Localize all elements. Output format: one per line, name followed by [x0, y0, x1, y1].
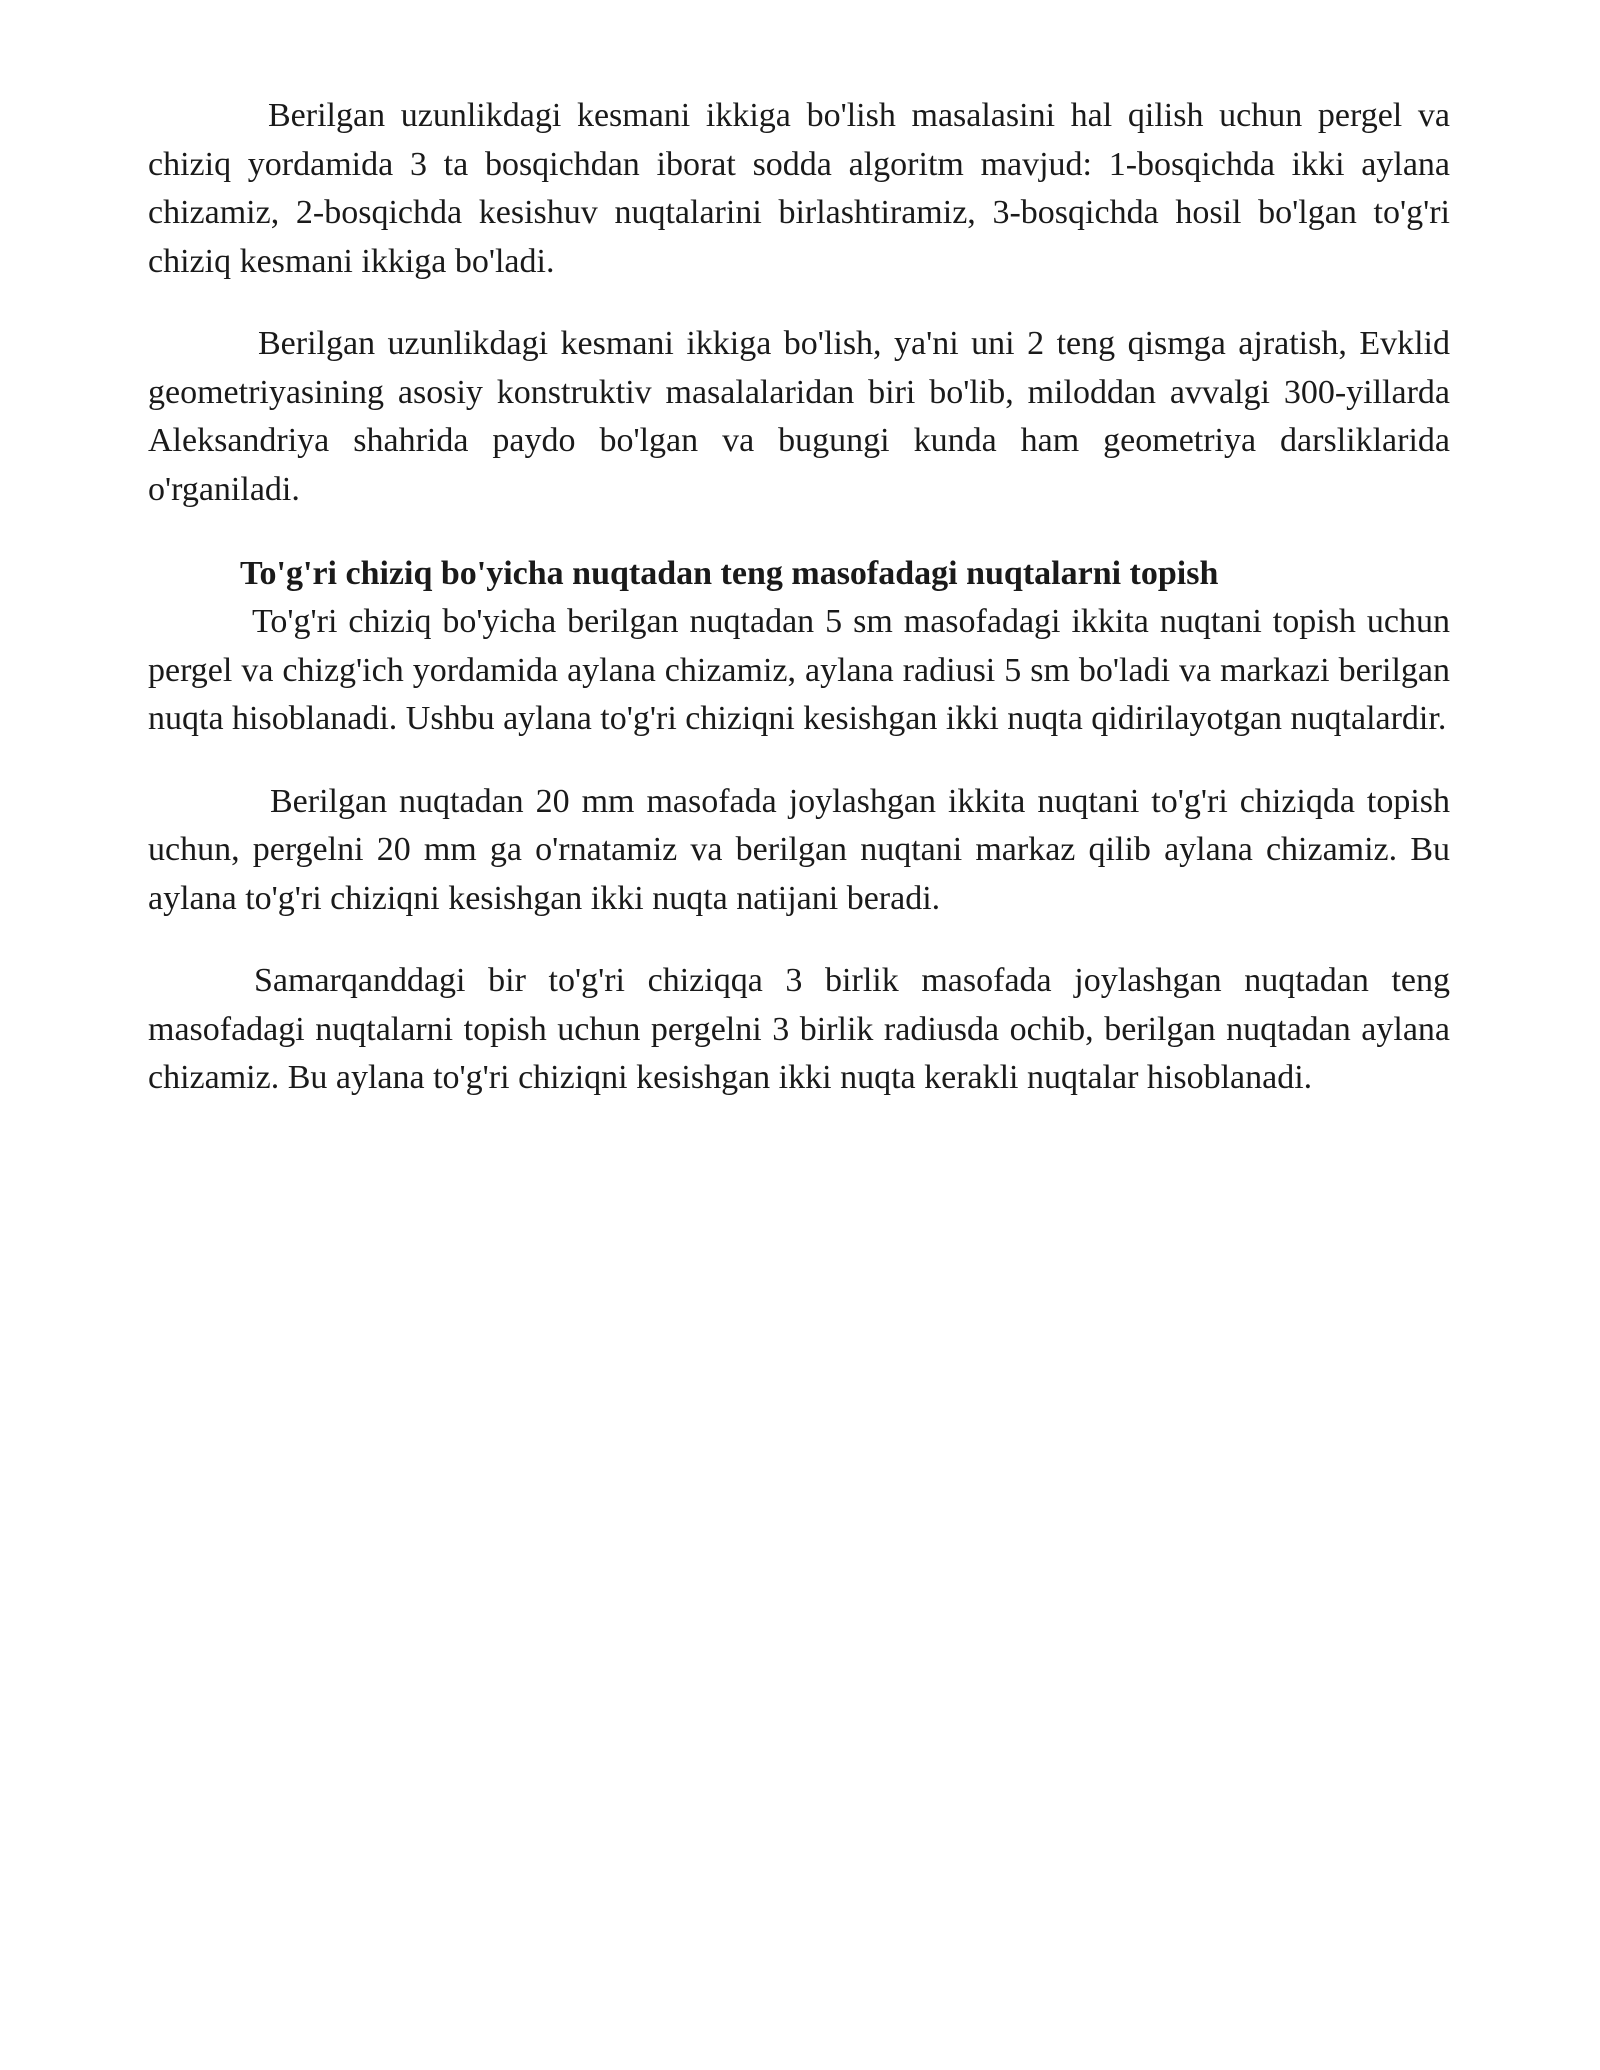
document-page	[148, 92, 1450, 1103]
paragraph-20mm-points: Berilgan nuqtadan 20 mm masofada joylashgan ikkita nuqtani to'g'ri chiziqda topish uchun, pergelni 20 mm ga o'rnatamiz va berilgan nuqtani markaz qilib aylana chizamiz. Bu aylana to'g'ri chiziqni kesishgan ikki nuqta natijani beradi.	[148, 782, 1450, 917]
section-heading: To'g'ri chiziq bo'yicha nuqtadan teng masofadagi nuqtalarni topish	[240, 555, 1219, 592]
paragraph-5sm-points: To'g'ri chiziq bo'yicha berilgan nuqtadan 5 sm masofadagi ikkita nuqtani topish uchun pergel va chizg'ich yordamida aylana chizamiz, aylana radiusi 5 sm bo'ladi va markazi berilgan nuqta hisoblanadi. Ushbu aylana to'g'ri chiziqni kesishgan ikki nuqta qidirilayotgan nuqtalardir.	[148, 603, 1450, 737]
paragraph-euclid-history: Berilgan uzunlikdagi kesmani ikkiga bo'lish, ya'ni uni 2 teng qismga ajratish, Evklid geometriyasining asosiy konstruktiv masalalaridan biri bo'lib, miloddan avvalgi 300-yillarda Aleksandriya shahrida paydo bo'lgan va bugungi kunda ham geometriya darsliklarida o'rganiladi.	[148, 325, 1450, 508]
paragraph-bisect-algorithm: Berilgan uzunlikdagi kesmani ikkiga bo'lish masalasini hal qilish uchun pergel va chiziq yordamida 3 ta bosqichdan iborat sodda algoritm mavjud: 1-bosqichda ikki aylana chizamiz, 2-bosqichda kesishuv nuqtalarini birlashtiramiz, 3-bosqichda hosil bo'lgan to'g'ri chiziq kesmani ikkiga bo'ladi.	[148, 97, 1450, 280]
paragraph-samarqand-points: Samarqanddagi bir to'g'ri chiziqqa 3 birlik masofada joylashgan nuqtadan teng masofadagi nuqtalarni topish uchun pergelni 3 birlik radiusda ochib, berilgan nuqtadan aylana chizamiz. Bu aylana to'g'ri chiziqni kesishgan ikki nuqta kerakli nuqtalar hisoblanadi.	[148, 962, 1450, 1096]
